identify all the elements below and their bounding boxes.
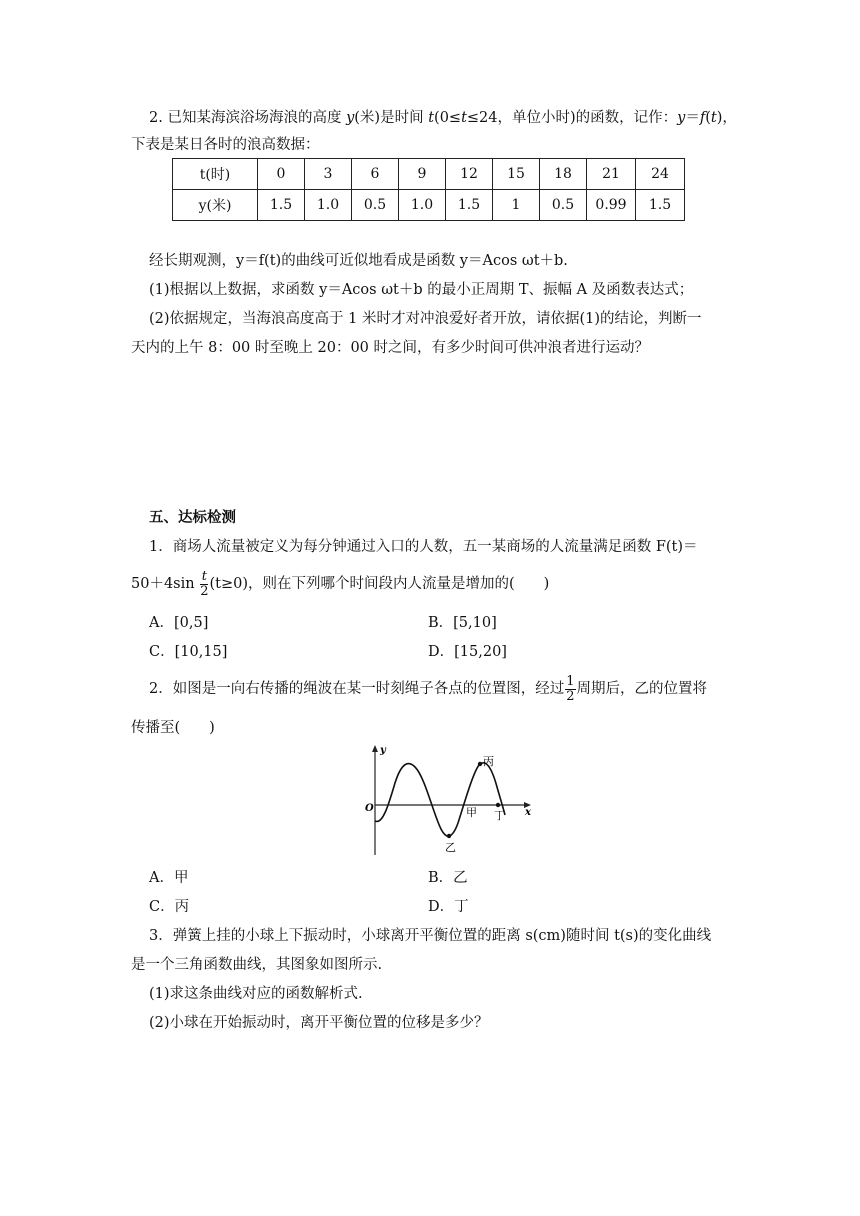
table-cell: 18 bbox=[540, 159, 587, 190]
s5-q3-line-1: 3．弹簧上挂的小球上下振动时，小球离开平衡位置的距离 s(cm)随时间 t(s)的变化曲线 bbox=[149, 928, 712, 944]
table-cell: 0.5 bbox=[540, 190, 587, 221]
s5-q2-option-d: D．丁 bbox=[428, 899, 469, 915]
label-jia: 甲 bbox=[466, 806, 477, 819]
table-row-t bbox=[173, 159, 685, 190]
section-title: 五、达标检测 bbox=[149, 510, 236, 526]
table-cell: 1.5 bbox=[636, 190, 685, 221]
table-cell: 1.0 bbox=[399, 190, 446, 221]
table-cell: 1.5 bbox=[258, 190, 305, 221]
s5-q2-line-2: 传播至( ) bbox=[131, 720, 215, 736]
s5-q1-option-c: C．[10,15] bbox=[149, 644, 228, 660]
point-yi bbox=[447, 834, 451, 838]
s5-q2-option-a: A．甲 bbox=[149, 870, 189, 886]
q2-observation: 经长期观测，y＝f(t)的曲线可近似地看成是函数 y＝Acos ωt＋b. bbox=[149, 253, 568, 269]
wave-height-table bbox=[172, 158, 685, 221]
table-cell: 1.5 bbox=[446, 190, 493, 221]
table-cell: 0.99 bbox=[587, 190, 636, 221]
q2-part-1: (1)根据以上数据，求函数 y＝Acos ωt＋b 的最小正周期 T、振幅 A 及函数表达式； bbox=[149, 282, 694, 298]
table-header-y: y(米) bbox=[173, 190, 258, 221]
label-ding: 丁 bbox=[494, 809, 505, 822]
table-cell: 9 bbox=[399, 159, 446, 190]
table-cell: 0.5 bbox=[352, 190, 399, 221]
s5-q1-option-a: A．[0,5] bbox=[149, 615, 209, 631]
q2-line-2: 下表是某日各时的浪高数据： bbox=[131, 137, 320, 153]
q2-line-1: 2. 已知某海滨浴场海浪的高度 y(米)是时间 t(0≤t≤24，单位小时)的函数，记作：y＝f(t)， bbox=[149, 110, 737, 126]
table-cell: 24 bbox=[636, 159, 685, 190]
table-cell: 15 bbox=[493, 159, 540, 190]
s5-q1-option-b: B．[5,10] bbox=[428, 615, 497, 631]
s5-q3-part-2: (2)小球在开始振动时，离开平衡位置的位移是多少？ bbox=[149, 1015, 489, 1031]
table-cell: 1.0 bbox=[305, 190, 352, 221]
fraction-t-over-2: $\frac{t}{2}$ bbox=[200, 568, 209, 599]
table-cell: 0 bbox=[258, 159, 305, 190]
y-axis-arrow bbox=[372, 745, 378, 752]
x-axis-label: x bbox=[525, 807, 531, 818]
s5-q3-part-1: (1)求这条曲线对应的函数解析式. bbox=[149, 986, 363, 1002]
origin-label: O bbox=[365, 803, 374, 814]
table-cell: 6 bbox=[352, 159, 399, 190]
rope-wave-figure bbox=[355, 743, 535, 858]
point-bing bbox=[478, 762, 482, 766]
s5-q2-option-b: B．乙 bbox=[428, 870, 468, 886]
label-yi: 乙 bbox=[445, 841, 456, 854]
point-ding bbox=[496, 803, 500, 807]
table-cell: 21 bbox=[587, 159, 636, 190]
wave-curve bbox=[375, 763, 505, 836]
y-axis-label: y bbox=[380, 745, 386, 756]
s5-q3-line-2: 是一个三角函数曲线，其图象如图所示. bbox=[131, 957, 383, 973]
label-bing: 丙 bbox=[483, 755, 494, 768]
table-header-t: t(时) bbox=[173, 159, 258, 190]
s5-q1-line-2: 50＋4sin $\frac{t}{2}$ (t≥0)，则在下列哪个时间段内人流量是增加的( ) bbox=[131, 568, 550, 599]
table-cell: 3 bbox=[305, 159, 352, 190]
q2-part-2a: (2)依据规定，当海浪高度高于 1 米时才对冲浪爱好者开放，请依据(1)的结论，判断一 bbox=[149, 311, 702, 327]
table-cell: 1 bbox=[493, 190, 540, 221]
s5-q2-line-1: 2．如图是一向右传播的绳波在某一时刻绳子各点的位置图，经过 $\frac{1}{2}$ 周期后，乙的位置将 bbox=[149, 673, 708, 704]
fraction-1-over-2: $\frac{1}{2}$ bbox=[566, 673, 575, 704]
s5-q2-option-c: C．丙 bbox=[149, 899, 190, 915]
table-row-y bbox=[173, 190, 685, 221]
q2-part-2b: 天内的上午 8：00 时至晚上 20：00 时之间，有多少时间可供冲浪者进行运动？ bbox=[131, 340, 650, 356]
s5-q1-option-d: D．[15,20] bbox=[428, 644, 507, 660]
s5-q1-line-1: 1．商场人流量被定义为每分钟通过入口的人数，五一某商场的人流量满足函数 F(t)＝ bbox=[149, 539, 698, 555]
table-cell: 12 bbox=[446, 159, 493, 190]
